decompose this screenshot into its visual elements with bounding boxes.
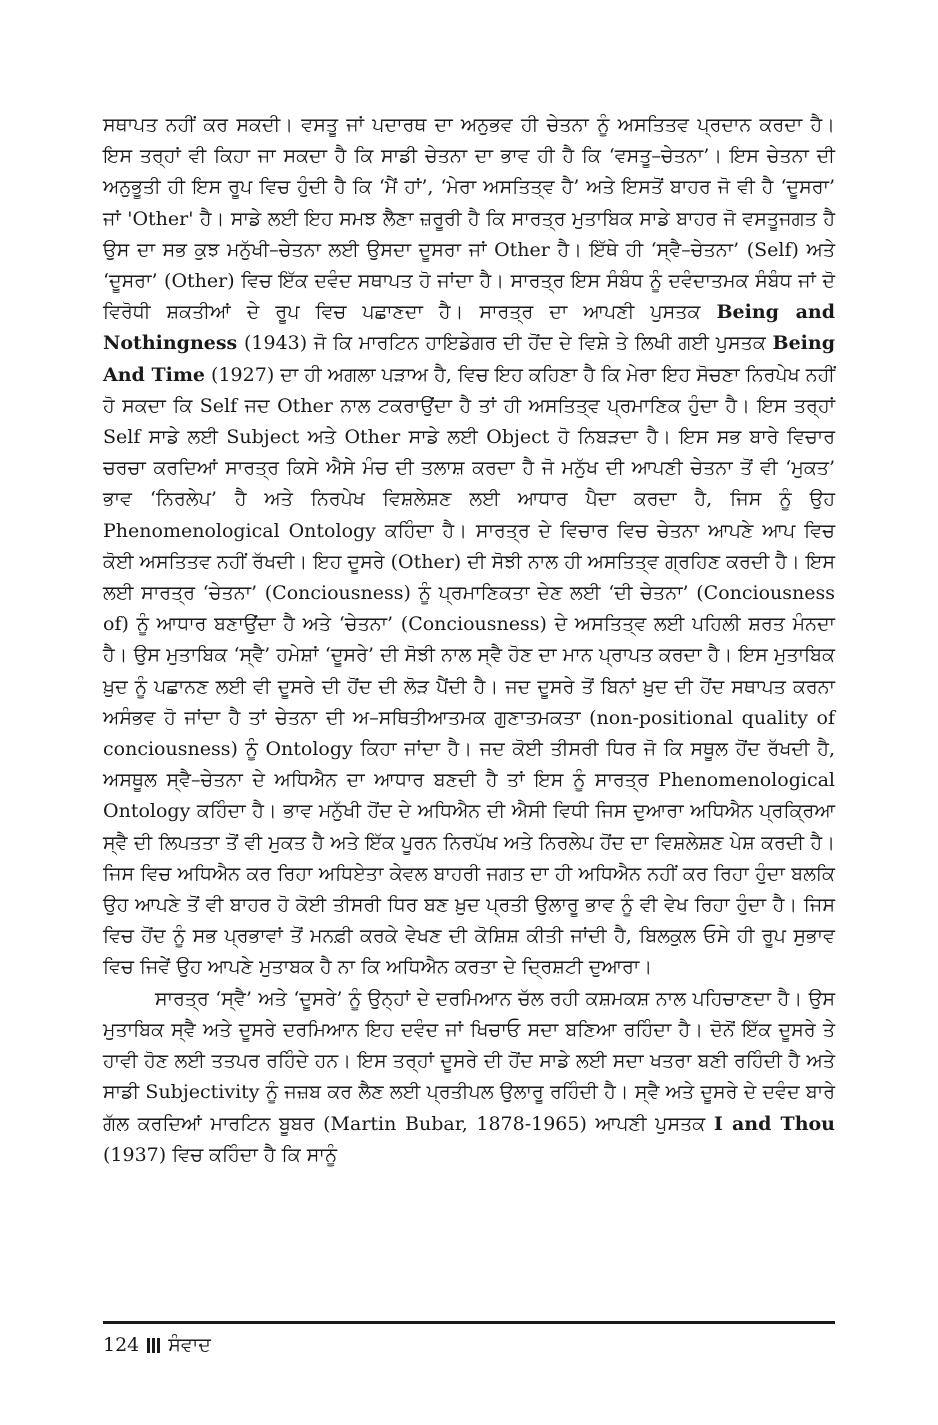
paragraph-1-run-3: (1943) ਜੋ ਕਿ ਮਾਰਟਿਨ ਹਾਇਡੇਗਰ ਦੀ ਹੋਂਦ ਦੇ ਵਿਸ਼ੇ ਤੇ ਲਿਖੀ ਗਈ ਪੁਸਤਕ [237,332,773,355]
page-footer [103,1332,211,1358]
paragraph-2-run-3: (1937) ਵਿਚ ਕਹਿੰਦਾ ਹੈ ਕਿ ਸਾਨੂੰ [103,1143,338,1166]
paragraph-1-run-1: ਸਥਾਪਤ ਨਹੀਂ ਕਰ ਸਕਦੀ। ਵਸਤੂ ਜਾਂ ਪਦਾਰਥ ਦਾ ਅਨੁਭਵ ਹੀ ਚੇਤਨਾ ਨੂੰ ਅਸਤਿਤਵ ਪ੍ਰਦਾਨ ਕਰਦਾ ਹੈ। ਇਸ ਤਰ੍ਹਾਂ ਵੀ ਕਿਹਾ ਜਾ ਸਕਦਾ ਹੈ ਕਿ ਸਾਡੀ ਚੇਤਨਾ ਦਾ ਭਾਵ ਹੀ ਹੈ ਕਿ ‘ਵਸਤੂ–ਚੇਤਨਾ’। ਇਸ ਚੇਤਨਾ ਦੀ ਅਨੁਭੂਤੀ ਹੀ ਇਸ ਰੂਪ ਵਿਚ ਹੁੰਦੀ ਹੈ ਕਿ ‘ਮੈਂ ਹਾਂ’, ‘ਮੇਰਾ ਅਸਤਿਤ੍ਵ ਹੈ’ ਅਤੇ ਇਸਤੋਂ ਬਾਹਰ ਜੋ ਵੀ ਹੈ ‘ਦੂਸਰਾ’ ਜਾਂ 'Other' ਹੈ। ਸਾਡੇ ਲਈ ਇਹ ਸਮਝ ਲੈਣਾ ਜ਼ਰੂਰੀ ਹੈ ਕਿ ਸਾਰਤ੍ਰ ਮੁਤਾਬਿਕ ਸਾਡੇ ਬਾਹਰ ਜੋ ਵਸਤੂਜਗਤ ਹੈ ਉਸ ਦਾ ਸਭ ਕੁਝ ਮਨੁੱਖੀ–ਚੇਤਨਾ ਲਈ ਉਸਦਾ ਦੂਸਰਾ ਜਾਂ Other ਹੈ। ਇੱਥੇ ਹੀ ‘ਸ੍ਵੈ–ਚੇਤਨਾ’ (Self) ਅਤੇ ‘ਦੂਸਰਾ’ (Other) ਵਿਚ ਇੱਕ ਦਵੰਦ ਸਥਾਪਤ ਹੋ ਜਾਂਦਾ ਹੈ। ਸਾਰਤ੍ਰ ਇਸ ਸੰਬੰਧ ਨੂੰ ਦਵੰਦਾਤਮਕ ਸੰਬੰਧ ਜਾਂ ਦੋ ਵਿਰੋਧੀ ਸ਼ਕਤੀਆਂ ਦੇ ਰੂਪ ਵਿਚ ਪਛਾਣਦਾ ਹੈ। ਸਾਰਤ੍ਰ ਦਾ ਆਪਣੀ ਪੁਸਤਕ [103,114,835,324]
running-title: ਸੰਵਾਦ [168,1334,211,1356]
book-title-being-and-nothingness: Being and Nothingness [103,301,835,355]
paragraph-1 [103,110,835,984]
paragraph-2-run-1: ਸਾਰਤ੍ਰ ‘ਸ੍ਵੈ’ ਅਤੇ ‘ਦੂਸਰੇ’ ਨੂੰ ਉਨ੍ਹਾਂ ਦੇ ਦਰਮਿਆਨ ਚੱਲ ਰਹੀ ਕਸ਼ਮਕਸ਼ ਨਾਲ ਪਹਿਚਾਣਦਾ ਹੈ। ਉਸ ਮੁਤਾਬਿਕ ਸ੍ਵੈ ਅਤੇ ਦੂਸਰੇ ਦਰਮਿਆਨ ਇਹ ਦਵੰਦ ਜਾਂ ਖਿਚਾਓ ਸਦਾ ਬਣਿਆ ਰਹਿੰਦਾ ਹੈ। ਦੋਨੋਂ ਇੱਕ ਦੂਸਰੇ ਤੇ ਹਾਵੀ ਹੋਣ ਲਈ ਤਤਪਰ ਰਹਿੰਦੇ ਹਨ। ਇਸ ਤਰ੍ਹਾਂ ਦੂਸਰੇ ਦੀ ਹੋਂਦ ਸਾਡੇ ਲਈ ਸਦਾ ਖਤਰਾ ਬਣੀ ਰਹਿੰਦੀ ਹੈ ਅਤੇ ਸਾਡੀ Subjectivity ਨੂੰ ਜਜ਼ਬ ਕਰ ਲੈਣ ਲਈ ਪ੍ਰਤੀਪਲ ਉਲਾਰੂ ਰਹਿੰਦੀ ਹੈ। ਸ੍ਵੈ ਅਤੇ ਦੂਸਰੇ ਦੇ ਦਵੰਦ ਬਾਰੇ ਗੱਲ ਕਰਦਿਆਂ ਮਾਰਟਿਨ ਬੂਬਰ (Martin Bubar, 1878-1965) ਆਪਣੀ ਪੁਸਤਕ [103,987,835,1135]
footer-divider [103,1321,835,1324]
book-title-i-and-thou: I and Thou [713,1112,835,1135]
page-body-text [103,110,835,1171]
separator-bars-icon [147,1338,160,1353]
paragraph-1-run-5: (1927) ਦਾ ਹੀ ਅਗਲਾ ਪੜਾਅ ਹੈ, ਵਿਚ ਇਹ ਕਹਿਣਾ ਹੈ ਕਿ ਮੇਰਾ ਇਹ ਸੋਚਣਾ ਨਿਰਪੇਖ ਨਹੀਂ ਹੋ ਸਕਦਾ ਕਿ Self ਜਦ Other ਨਾਲ ਟਕਰਾਉਂਦਾ ਹੈ ਤਾਂ ਹੀ ਅਸਤਿਤ੍ਵ ਪ੍ਰਮਾਣਿਕ ਹੁੰਦਾ ਹੈ। ਇਸ ਤਰ੍ਹਾਂ Self ਸਾਡੇ ਲਈ Subject ਅਤੇ Other ਸਾਡੇ ਲਈ Object ਹੋ ਨਿਬੜਦਾ ਹੈ। ਇਸ ਸਭ ਬਾਰੇ ਵਿਚਾਰ ਚਰਚਾ ਕਰਦਿਆਂ ਸਾਰਤ੍ਰ ਕਿਸੇ ਐਸੇ ਮੰਚ ਦੀ ਤਲਾਸ਼ ਕਰਦਾ ਹੈ ਜੋ ਮਨੁੱਖ ਦੀ ਆਪਣੀ ਚੇਤਨਾ ਤੋਂ ਵੀ ‘ਮੁਕਤ’ ਭਾਵ ‘ਨਿਰਲੇਪ’ ਹੈ ਅਤੇ ਨਿਰਪੇਖ ਵਿਸ਼ਲੇਸ਼ਣ ਲਈ ਆਧਾਰ ਪੈਦਾ ਕਰਦਾ ਹੈ, ਜਿਸ ਨੂੰ ਉਹ Phenomenological Ontology ਕਹਿੰਦਾ ਹੈ। ਸਾਰਤ੍ਰ ਦੇ ਵਿਚਾਰ ਵਿਚ ਚੇਤਨਾ ਆਪਣੇ ਆਪ ਵਿਚ ਕੋਈ ਅਸਤਿਤਵ ਨਹੀਂ ਰੱਖਦੀ। ਇਹ ਦੂਸਰੇ (Other) ਦੀ ਸੋਝੀ ਨਾਲ ਹੀ ਅਸਤਿਤ੍ਵ ਗ੍ਰਹਿਣ ਕਰਦੀ ਹੈ। ਇਸ ਲਈ ਸਾਰਤ੍ਰ ‘ਚੇਤਨਾ’ (Conciousness) ਨੂੰ ਪ੍ਰਮਾਣਿਕਤਾ ਦੇਣ ਲਈ ‘ਦੀ ਚੇਤਨਾ’ (Conciousness of) ਨੂੰ ਆਧਾਰ ਬਣਾਉਂਦਾ ਹੈ ਅਤੇ ‘ਚੇਤਨਾ’ (Conciousness) ਦੇ ਅਸਤਿਤ੍ਵ ਲਈ ਪਹਿਲੀ ਸ਼ਰਤ ਮੰਨਦਾ ਹੈ। ਉਸ ਮੁਤਾਬਿਕ ‘ਸ੍ਵੈ’ ਹਮੇਸ਼ਾਂ ‘ਦੂਸਰੇ’ ਦੀ ਸੋਝੀ ਨਾਲ ਸ੍ਵੈ ਹੋਣ ਦਾ ਮਾਨ ਪ੍ਰਾਪਤ ਕਰਦਾ ਹੈ। ਇਸ ਮੁਤਾਬਿਕ ਖ਼ੁਦ ਨੂੰ ਪਛਾਨਣ ਲਈ ਵੀ ਦੂਸਰੇ ਦੀ ਹੋਂਦ ਦੀ ਲੋੜ ਪੈਂਦੀ ਹੈ। ਜਦ ਦੂਸਰੇ ਤੋਂ ਬਿਨਾਂ ਖ਼ੁਦ ਦੀ ਹੋਂਦ ਸਥਾਪਤ ਕਰਨਾ ਅਸੰਭਵ ਹੋ ਜਾਂਦਾ ਹੈ ਤਾਂ ਚੇਤਨਾ ਦੀ ਅ–ਸਥਿਤੀਆਤਮਕ ਗੁਣਾਤਮਕਤਾ (non-positional quality of conciousness) ਨੂੰ Ontology ਕਿਹਾ ਜਾਂਦਾ ਹੈ। ਜਦ ਕੋਈ ਤੀਸਰੀ ਧਿਰ ਜੋ ਕਿ ਸਥੂਲ ਹੋਂਦ ਰੱਖਦੀ ਹੈ, ਅਸਥੂਲ ਸ੍ਵੈ–ਚੇਤਨਾ ਦੇ ਅਧਿਐਨ ਦਾ ਆਧਾਰ ਬਣਦੀ ਹੈ ਤਾਂ ਇਸ ਨੂੰ ਸਾਰਤ੍ਰ Phenomenological Ontology ਕਹਿੰਦਾ ਹੈ। ਭਾਵ ਮਨੁੱਖੀ ਹੋਂਦ ਦੇ ਅਧਿਐਨ ਦੀ ਐਸੀ ਵਿਧੀ ਜਿਸ ਦੁਆਰਾ ਅਧਿਐਨ ਪ੍ਰਕ੍ਰਿਆ ਸ੍ਵੈ ਦੀ ਲਿਪਤਤਾ ਤੋਂ ਵੀ ਮੁਕਤ ਹੈ ਅਤੇ ਇੱਕ ਪੂਰਨ ਨਿਰਪੱਖ ਅਤੇ ਨਿਰਲੇਪ ਹੋਂਦ ਦਾ ਵਿਸ਼ਲੇਸ਼ਣ ਪੇਸ਼ ਕਰਦੀ ਹੈ। ਜਿਸ ਵਿਚ ਅਧਿਐਨ ਕਰ ਰਿਹਾ ਅਧਿਏਤਾ ਕੇਵਲ ਬਾਹਰੀ ਜਗਤ ਦਾ ਹੀ ਅਧਿਐਨ ਨਹੀਂ ਕਰ ਰਿਹਾ ਹੁੰਦਾ ਬਲਕਿ ਉਹ ਆਪਣੇ ਤੋਂ ਵੀ ਬਾਹਰ ਹੋ ਕੋਈ ਤੀਸਰੀ ਧਿਰ ਬਣ ਖ਼ੁਦ ਪ੍ਰਤੀ ਉਲਾਰੂ ਭਾਵ ਨੂੰ ਵੀ ਵੇਖ ਰਿਹਾ ਹੁੰਦਾ ਹੈ। ਜਿਸ ਵਿਚ ਹੋਂਦ ਨੂੰ ਸਭ ਪ੍ਰਭਾਵਾਂ ਤੋਂ ਮਨਫ਼ੀ ਕਰਕੇ ਵੇਖਣ ਦੀ ਕੋਸ਼ਿਸ਼ ਕੀਤੀ ਜਾਂਦੀ ਹੈ, ਬਿਲਕੁਲ ਓਸੇ ਹੀ ਰੂਪ ਸੁਭਾਵ ਵਿਚ ਜਿਵੇਂ ਉਹ ਆਪਣੇ ਮੁਤਾਬਕ ਹੈ ਨਾ ਕਿ ਅਧਿਐਨ ਕਰਤਾ ਦੇ ਦ੍ਰਿਸ਼ਟੀ ਦੁਆਰਾ। [103,363,835,979]
paragraph-2 [103,984,835,1171]
page-number: 124 [103,1334,140,1356]
book-title-being-and-time: Being And Time [103,332,835,386]
